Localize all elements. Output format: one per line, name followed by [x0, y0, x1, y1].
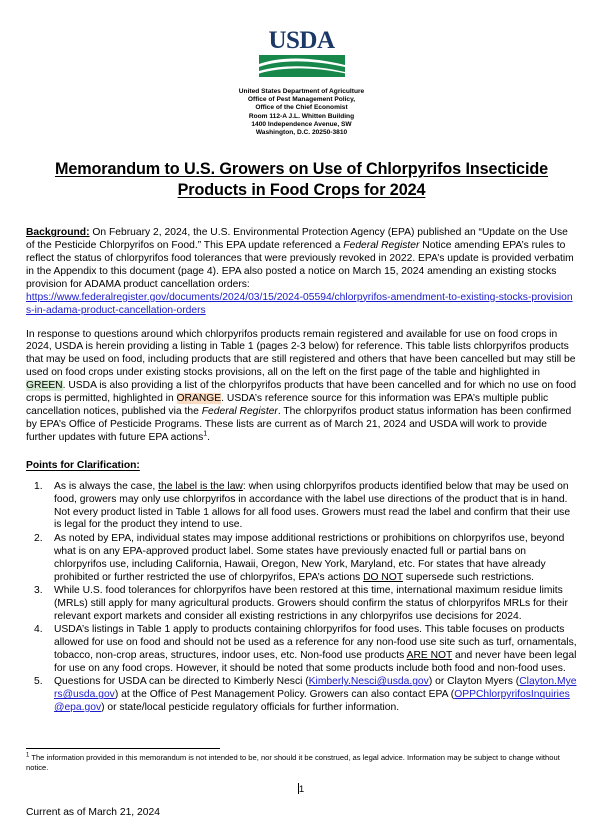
overview-text-5: .	[207, 431, 211, 443]
list-item	[26, 624, 577, 676]
document-body	[26, 227, 577, 715]
point-2-text-2: supersede such restrictions.	[402, 571, 534, 583]
agency-line-6: Washington, D.C. 20250-3810	[255, 129, 348, 137]
usda-swoosh-icon	[259, 55, 345, 77]
footnote-marker-inline: 1	[203, 430, 208, 438]
footnote-marker: 1	[26, 752, 30, 759]
overview-text-1: In response to questions around which chlorpyrifos products remain registered and available for use on food crops in 2024, USDA is herein providing a listing in Table 1 (pages 2-3 below) for reference. This table lists chlorpyrifos products that may be used on food, including products that are still registered and others that have been cancelled but may still be used on food crops under existing stocks provisions, all on the left on the first page of the table and highlighted in	[26, 328, 576, 379]
background-label: Background:	[26, 227, 90, 239]
page-number-value: 1	[298, 784, 305, 795]
background-text-1: On February 2, 2024, the U.S. Environmental Protection Agency (EPA) published an “Update on the Use of the Pesticide Chlorpyrifos on Food.” This EPA update referenced a	[26, 227, 568, 252]
letterhead	[26, 0, 577, 137]
current-as-of-date: Current as of March 21, 2024	[26, 807, 160, 818]
usda-wordmark: USDA	[268, 27, 335, 54]
footnote-text	[26, 753, 577, 773]
page-title	[26, 159, 577, 201]
email-link-clayton-myers[interactable]: Clayton.Myers@usda.gov	[54, 676, 577, 701]
page-number	[26, 783, 577, 796]
background-text-2: Notice amending EPA’s rules to reflect the status of chlorpyrifos food tolerances that were previously revoked in 2022. EPA’s update is provided verbatim in the Appendix to this document (page 4). EPA also posted a notice on March 15, 2024 amending an existing stocks provision for ADAMA product cancellation orders:	[26, 240, 574, 290]
agency-line-4: Room 112-A J.L. Whitten Building	[248, 112, 355, 120]
point-1-text-1: As is always the case,	[54, 480, 159, 492]
agency-address-block	[26, 88, 577, 137]
email-link-epa-inquiries[interactable]: OPPChlorpyrifosInquiries@epa.gov	[54, 689, 570, 714]
point-2-text-1: As noted by EPA, individual states may impose additional restrictions or prohibitions on chlorpyrifos use, beyond what is on any EPA-approved product label. Some states have previously enacted full or partial bans on chlorpyrifos use, including California, Hawaii, Oregon, New York, Maryland, etc. For states that have already prohibited or further restricted the use of chlorpyrifos, EPA’s actions	[54, 532, 565, 583]
overview-text-3: . USDA’s reference source for this information was EPA’s multiple public cancellation notices, published via the	[26, 393, 549, 417]
point-4-underline-1: ARE NOT	[406, 650, 453, 661]
overview-italic-1: Federal Register	[201, 406, 278, 417]
point-1-text-2: : when using chlorpyrifos products identified below that may be used on food, growers may only use chlorpyrifos in accordance with the label use directions of the product that is in hand. Not every product listed in Table 1 allows for all food uses. Growers must read the label and confirm that their use is legal for the product they intend to use.	[54, 480, 571, 531]
footnote-area	[26, 748, 577, 819]
email-link-kimberly-nesci[interactable]: Kimberly.Nesci@usda.gov	[308, 676, 429, 688]
footnote-body: The information provided in this memorandum is not intended to be, nor should it be construed, as legal advice. Information may be subject to change without notice.	[26, 752, 560, 772]
point-5-text-3: ) at the Office of Pest Management Policy. Growers can also contact EPA (	[114, 689, 455, 701]
points-list	[26, 481, 577, 715]
agency-line-3: Office of the Chief Economist	[255, 104, 348, 112]
points-for-clarification-heading	[26, 459, 577, 472]
footnote-separator	[26, 748, 220, 749]
point-4-text-2: and never have been legal for use on any food crops. However, it should be noted that some products include both food and non-food uses.	[54, 650, 577, 674]
green-highlight-word: GREEN	[26, 380, 63, 392]
point-5-text-2: ) or Clayton Myers (	[428, 676, 520, 688]
point-1-underline-1: the label is the law	[158, 480, 243, 492]
orange-highlight-word: ORANGE	[176, 393, 222, 405]
overview-text-4: . The chlorpyrifos product status information has been confirmed by EPA’s Office of Pesticide Programs. These lists are current as of March 21, 2024 and USDA will work to provide further updates with future EPA actions	[26, 406, 572, 443]
points-heading-text: Points for Clarification:	[26, 459, 140, 471]
list-item	[26, 676, 577, 715]
background-paragraph	[26, 227, 577, 317]
background-italic-1: Federal Register	[343, 240, 420, 252]
usda-logo	[259, 28, 345, 77]
point-3-text-1: While U.S. food tolerances for chlorpyrifos have been restored at this time, international maximum residue limits (MRLs) still apply for many agricultural products. Growers should confirm the status of chlorpyrifos MRLs for their relevant export markets and consider all existing restrictions in any chlorpyrifos use decisions for 2024.	[54, 584, 568, 622]
agency-line-2: Office of Pest Management Policy,	[247, 96, 356, 104]
list-item	[26, 585, 577, 624]
agency-line-1: United States Department of Agriculture	[238, 88, 365, 95]
agency-line-5: 1400 Independence Avenue, SW	[251, 120, 352, 128]
point-2-underline-1: DO NOT	[363, 571, 403, 583]
page-title-line-2: Products in Food Crops for 2024	[177, 181, 426, 200]
point-4-text-1: USDA’s listings in Table 1 apply to products containing chlorpyrifos for food uses. This table focuses on products allowed for use on food and should not be used as a reference for any non-food use site such as turf, ornamentals, tobacco, non-crop areas, structures, indoor uses, etc. Non-food use products	[54, 624, 577, 661]
point-5-text-1: Questions for USDA can be directed to Kimberly Nesci (	[54, 676, 309, 688]
overview-paragraph	[26, 329, 577, 445]
page-title-line-1: Memorandum to U.S. Growers on Use of Chlorpyrifos Insecticide	[54, 160, 549, 179]
overview-text-2: . USDA is also providing a list of the chlorpyrifos products that have been cancelled and for which no use on food crops is permitted, highlighted in	[26, 380, 577, 405]
federal-register-link[interactable]: https://www.federalregister.gov/documents/2024/03/15/2024-05594/chlorpyrifos-amendment-to-existing-stocks-provisions-in-adama-product-cancellation-orders	[26, 291, 573, 316]
list-item	[26, 481, 577, 533]
list-item	[26, 533, 577, 585]
point-5-text-4: ) or state/local pesticide regulatory officials for further information.	[101, 702, 400, 714]
